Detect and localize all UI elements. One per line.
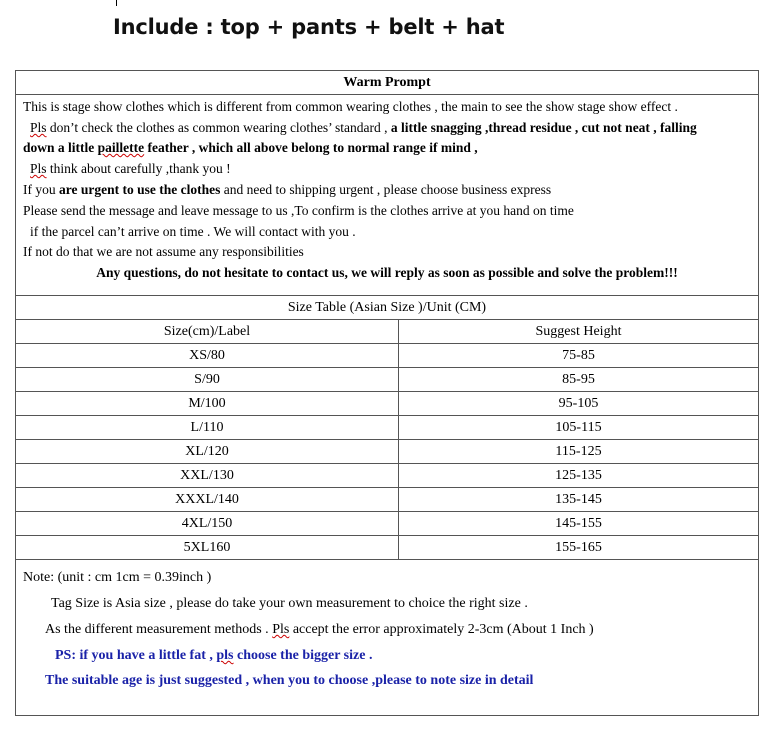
size-table [16,320,758,560]
warm-line-2-bold: a little snagging ,thread residue , cut not neat , falling [390,120,697,135]
table-row [16,392,758,416]
size-table-header-row [16,320,758,344]
size-label-cell: XS/80 [16,344,399,368]
size-label-cell: M/100 [16,392,399,416]
spell-word: pls [216,648,234,663]
warm-line-4 [30,161,231,177]
warm-line-2-text: don’t check the clothes as common wearing clothes’ standard , [46,120,391,135]
warm-line-7: if the parcel can’t arrive on time . We will contact with you . [30,224,356,239]
size-label-cell: XL/120 [16,440,399,464]
warm-line-1: This is stage show clothes which is different from common wearing clothes , the main to see the show stage show effect . [23,99,678,114]
info-panel [15,70,759,716]
warm-line-3-bold-a: down a little [23,140,98,155]
table-row [16,536,758,560]
measurement-note-b: accept the error approximately 2-3cm (About 1 Inch ) [289,622,594,637]
notes-section [16,566,758,716]
warm-prompt-title: Warm Prompt [16,71,758,95]
warm-line-8: If not do that we are not assume any responsibilities [23,244,304,259]
warm-line-5-b: and need to shipping urgent , please choose business express [220,182,552,197]
warm-line-3-bold-b: feather , which all above belong to normal range if mind , [144,140,478,155]
ps-note-b: choose the bigger size . [233,648,373,663]
warm-line-4-text: think about carefully ,thank you ! [46,161,231,176]
tag-size-note: Tag Size is Asia size , please do take your own measurement to choice the right size . [51,596,528,611]
size-label-cell: XXXL/140 [16,488,399,512]
ps-note [55,648,372,664]
warm-prompt-body [16,95,758,296]
unit-note: Note: (unit : cm 1cm = 0.39inch ) [23,570,212,585]
height-cell: 135-145 [399,488,759,512]
spell-word: paillette [97,140,145,155]
spell-word: Pls [30,120,47,135]
column-header-height: Suggest Height [399,320,759,344]
table-row [16,344,758,368]
table-row [16,512,758,536]
warm-line-5 [23,182,551,198]
height-cell: 115-125 [399,440,759,464]
table-row [16,464,758,488]
size-table-title: Size Table (Asian Size )/Unit (CM) [16,296,758,320]
height-cell: 105-115 [399,416,759,440]
table-row [16,368,758,392]
size-label-cell: S/90 [16,368,399,392]
height-cell: 145-155 [399,512,759,536]
package-contents-heading: Include : top + pants + belt + hat [113,15,505,39]
ps-note-a: PS: if you have a little fat , [55,648,217,663]
column-header-size: Size(cm)/Label [16,320,399,344]
spell-word: Pls [30,161,47,176]
table-row [16,416,758,440]
height-cell: 95-105 [399,392,759,416]
size-label-cell: L/110 [16,416,399,440]
measurement-note [45,622,594,638]
warm-line-5-bold: are urgent to use the clothes [59,182,221,197]
measurement-note-a: As the different measurement methods . [45,622,273,637]
age-note: The suitable age is just suggested , when you to choose ,please to note size in detail [45,673,534,688]
size-label-cell: 4XL/150 [16,512,399,536]
spell-word: Pls [272,622,290,637]
warm-line-6: Please send the message and leave message to us ,To confirm is the clothes arrive at you hand on time [23,203,574,218]
height-cell: 155-165 [399,536,759,560]
warm-line-3 [23,140,478,156]
size-label-cell: 5XL160 [16,536,399,560]
height-cell: 75-85 [399,344,759,368]
height-cell: 85-95 [399,368,759,392]
cursor-mark [116,0,117,6]
table-row [16,488,758,512]
warm-line-2 [30,120,697,136]
warm-line-5-a: If you [23,182,59,197]
size-label-cell: XXL/130 [16,464,399,488]
table-row [16,440,758,464]
warm-closing-line: Any questions, do not hesitate to contact us, we will reply as soon as possible and solve the problem!!! [96,265,678,280]
height-cell: 125-135 [399,464,759,488]
